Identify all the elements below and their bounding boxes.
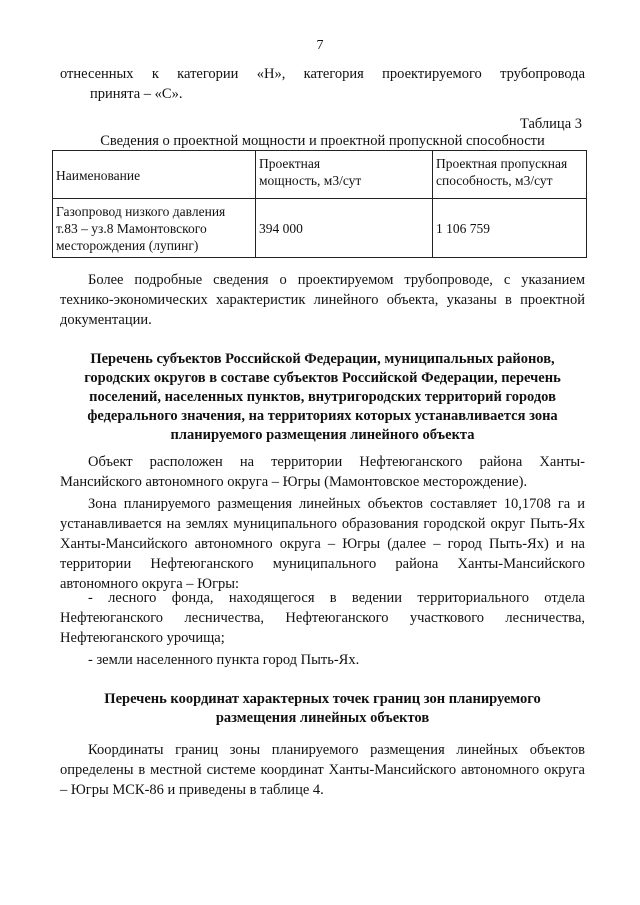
- list-item-settlement: - земли населенного пункта город Пыть-Ях.: [88, 652, 360, 668]
- capacity-table: [52, 150, 587, 258]
- table-3-label: Таблица 3: [519, 116, 582, 132]
- table-header-row: [53, 151, 587, 199]
- cell-capacity: 394 000: [256, 199, 433, 258]
- table-3-caption: Сведения о проектной мощности и проектной пропускной способности: [100, 133, 545, 149]
- header-name: Наименование: [53, 151, 256, 199]
- list-item-forest: - лесного фонда, находящегося в ведении территориального отдела Нефтеюганского лесничества, Нефтеюганского участкового лесничества, Нефтеюганского урочища;: [60, 590, 585, 646]
- header-capacity: Проектная мощность, м3/сут: [256, 151, 433, 199]
- intro-line-2: принята – «С».: [90, 86, 183, 102]
- paragraph-more-info: Более подробные сведения о проектируемом трубопроводе, с указанием технико-экономических характеристик линейного объекта, указаны в проектной документации.: [60, 272, 585, 328]
- table-row: [53, 199, 587, 258]
- paragraph-object-location: Объект расположен на территории Нефтеюганского района Ханты-Мансийского автономного округа – Югры (Мамонтовское месторождение).: [60, 454, 585, 490]
- section-heading-subjects: Перечень субъектов Российской Федерации, муниципальных районов, городских округов в составе субъектов Российской Федерации, перечень поселений, населенных пунктов, внутригородских территорий городов федерального значения, на территориях которых устанавливается зона планируемого размещения линейного объекта: [84, 351, 561, 443]
- page-number: 7: [316, 38, 324, 53]
- cell-name: Газопровод низкого давления т.83 – уз.8 Мамонтовского месторождения (лупинг): [53, 199, 256, 258]
- paragraph-coordinates: Координаты границ зоны планируемого размещения линейных объектов определены в местной системе координат Ханты-Мансийского автономного округа – Югры МСК-86 и приведены в таблице 4.: [60, 742, 585, 798]
- header-throughput: Проектная пропускная способность, м3/сут: [433, 151, 587, 199]
- section-heading-coordinates: Перечень координат характерных точек границ зон планируемого размещения линейных объектов: [104, 691, 541, 726]
- cell-throughput: 1 106 759: [433, 199, 587, 258]
- paragraph-zone: Зона планируемого размещения линейных объектов составляет 10,1708 га и устанавливается на землях муниципального образования городской округ Пыть-Ях Ханты-Мансийского автономного округа – Югры (далее – город Пыть-Ях) и на территории Нефтеюганского муниципального района Ханты-Мансийского автономного округа – Югры:: [60, 496, 585, 592]
- intro-line-1: отнесенных к категории «Н», категория проектируемого трубопровода: [60, 66, 585, 82]
